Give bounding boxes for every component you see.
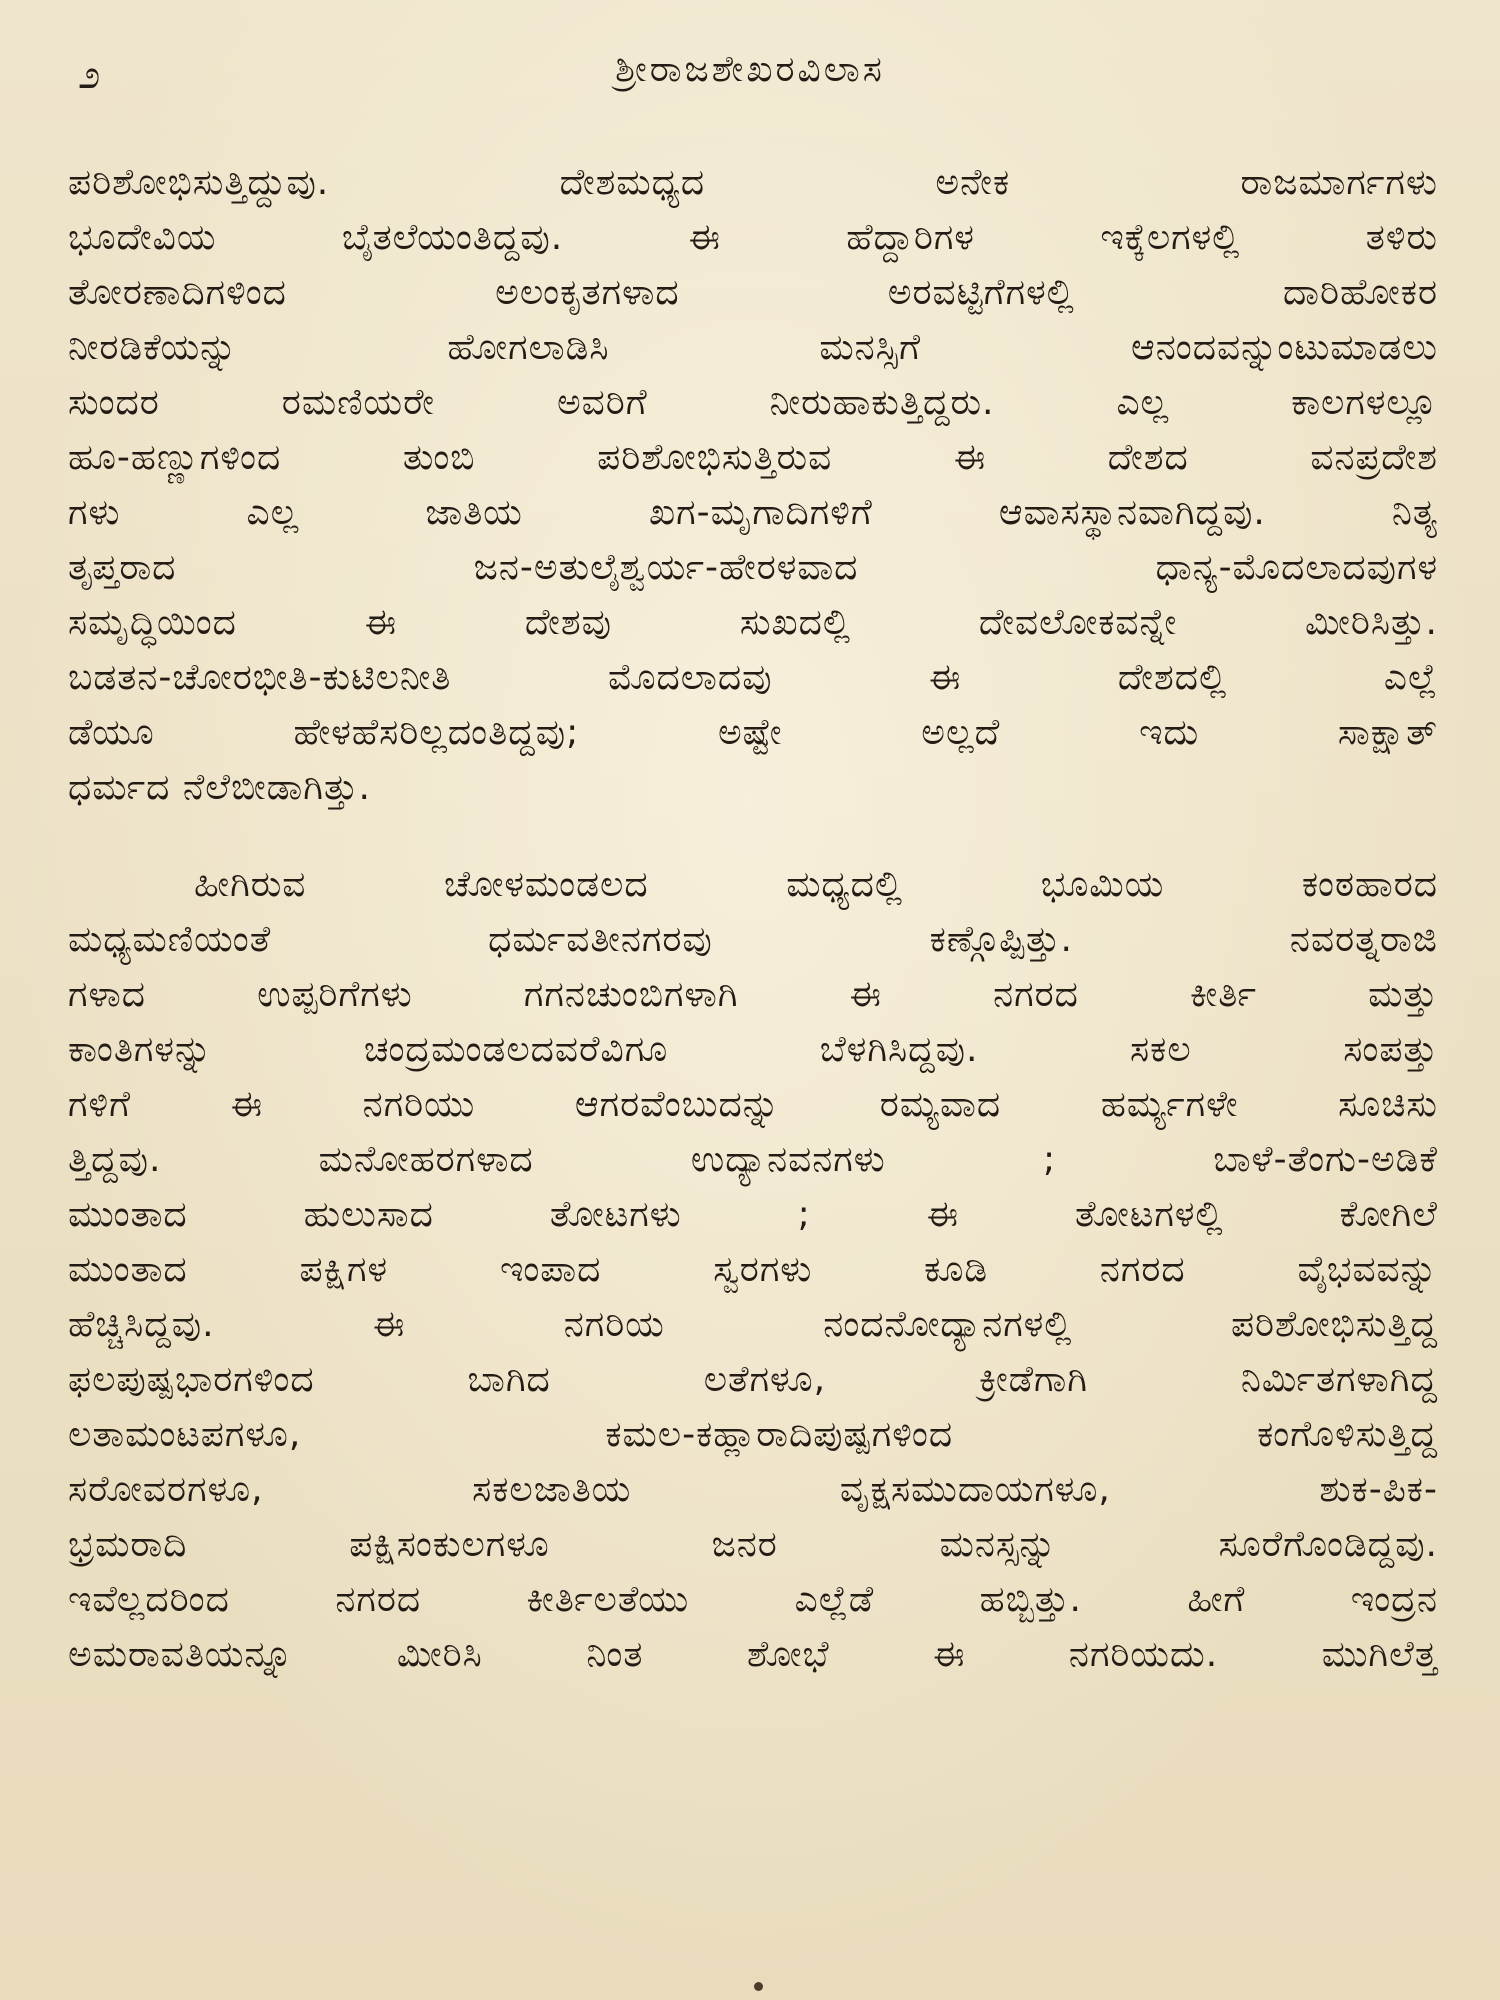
text-line: ಡೆಯೂ ಹೇಳಹೆಸರಿಲ್ಲದಂತಿದ್ದವು; ಅಷ್ಟೇ ಅಲ್ಲದೆ ಇದು ಸಾಕ್ಷಾತ್ bbox=[68, 712, 1438, 753]
text-line: ಧರ್ಮದ ನೆಲೆಬೀಡಾಗಿತ್ತು. bbox=[68, 767, 371, 808]
text-line: ಫಲಪುಷ್ಪಭಾರಗಳಿಂದ ಬಾಗಿದ ಲತೆಗಳೂ, ಕ್ರೀಡೆಗಾಗಿ ನಿರ್ಮಿತಗಳಾಗಿದ್ದ bbox=[68, 1359, 1438, 1400]
text-line: ಲತಾಮಂಟಪಗಳೂ, ಕಮಲ-ಕಹ್ಲಾರಾದಿಪುಷ್ಪಗಳಿಂದ ಕಂಗೊಳಿಸುತ್ತಿದ್ದ bbox=[68, 1414, 1438, 1455]
text-line: ಸುಂದರ ರಮಣಿಯರೇ ಅವರಿಗೆ ನೀರುಹಾಕುತ್ತಿದ್ದರು. ಎಲ್ಲ ಕಾಲಗಳಲ್ಲೂ bbox=[68, 382, 1438, 423]
text-line: ಅಮರಾವತಿಯನ್ನೂ ಮೀರಿಸಿ ನಿಂತ ಶೋಭೆ ಈ ನಗರಿಯದು. ಮುಗಿಲೆತ್ತ bbox=[68, 1634, 1438, 1675]
paragraph-1 bbox=[68, 155, 1438, 815]
text-line: ತ್ತಿದ್ದವು. ಮನೋಹರಗಳಾದ ಉದ್ಯಾನವನಗಳು ; ಬಾಳೆ-ತೆಂಗು-ಅಡಿಕೆ bbox=[68, 1139, 1438, 1180]
paragraph-2 bbox=[68, 857, 1438, 1682]
paragraph-gap bbox=[68, 815, 1438, 857]
text-line: ಗಳು ಎಲ್ಲ ಜಾತಿಯ ಖಗ-ಮೃಗಾದಿಗಳಿಗೆ ಆವಾಸಸ್ಥಾನವಾಗಿದ್ದವು. ನಿತ್ಯ bbox=[68, 492, 1438, 533]
text-line: ಹೂ-ಹಣ್ಣುಗಳಿಂದ ತುಂಬಿ ಪರಿಶೋಭಿಸುತ್ತಿರುವ ಈ ದೇಶದ ವನಪ್ರದೇಶ bbox=[68, 437, 1438, 478]
text-line: ಹೀಗಿರುವ ಚೋಳಮಂಡಲದ ಮಧ್ಯದಲ್ಲಿ ಭೂಮಿಯ ಕಂಠಹಾರದ bbox=[194, 864, 1438, 905]
text-line: ಗಳಾದ ಉಪ್ಪರಿಗೆಗಳು ಗಗನಚುಂಬಿಗಳಾಗಿ ಈ ನಗರದ ಕೀರ್ತಿ ಮತ್ತು bbox=[68, 974, 1438, 1015]
text-line: ಹೆಚ್ಚಿಸಿದ್ದವು. ಈ ನಗರಿಯ ನಂದನೋದ್ಯಾನಗಳಲ್ಲಿ ಪರಿಶೋಭಿಸುತ್ತಿದ್ದ bbox=[68, 1304, 1438, 1345]
page-number: ೨ bbox=[78, 52, 101, 98]
text-line: ಮಧ್ಯಮಣಿಯಂತೆ ಧರ್ಮವತೀನಗರವು ಕಣ್ಗೊಪ್ಪಿತ್ತು. ನವರತ್ನರಾಜಿ bbox=[68, 919, 1438, 960]
text-line: ತೋರಣಾದಿಗಳಿಂದ ಅಲಂಕೃತಗಳಾದ ಅರವಟ್ಟಿಗೆಗಳಲ್ಲಿ ದಾರಿಹೋಕರ bbox=[68, 272, 1438, 313]
text-line: ಭೂದೇವಿಯ ಬೈತಲೆಯಂತಿದ್ದವು. ಈ ಹೆದ್ದಾರಿಗಳ ಇಕ್ಕೆಲಗಳಲ್ಲಿ ತಳಿರು bbox=[68, 217, 1438, 258]
text-line: ಸಮೃದ್ಧಿಯಿಂದ ಈ ದೇಶವು ಸುಖದಲ್ಲಿ ದೇವಲೋಕವನ್ನೇ ಮೀರಿಸಿತ್ತು. bbox=[68, 602, 1438, 643]
text-line: ಭ್ರಮರಾದಿ ಪಕ್ಷಿಸಂಕುಲಗಳೂ ಜನರ ಮನಸ್ಸನ್ನು ಸೂರೆಗೊಂಡಿದ್ದವು. bbox=[68, 1524, 1438, 1565]
text-line: ತೃಪ್ತರಾದ ಜನ-ಅತುಲೈಶ್ವರ್ಯ-ಹೇರಳವಾದ ಧಾನ್ಯ-ಮೊದಲಾದವುಗಳ bbox=[68, 547, 1438, 588]
text-line: ಗಳಿಗೆ ಈ ನಗರಿಯು ಆಗರವೆಂಬುದನ್ನು ರಮ್ಯವಾದ ಹರ್ಮ್ಯಗಳೇ ಸೂಚಿಸು bbox=[68, 1084, 1438, 1125]
text-line: ಪರಿಶೋಭಿಸುತ್ತಿದ್ದುವು. ದೇಶಮಧ್ಯದ ಅನೇಕ ರಾಜಮಾರ್ಗಗಳು bbox=[68, 162, 1438, 203]
body-text bbox=[68, 155, 1438, 1682]
text-line: ಮುಂತಾದ ಹುಲುಸಾದ ತೋಟಗಳು ; ಈ ತೋಟಗಳಲ್ಲಿ ಕೋಗಿಲೆ bbox=[68, 1194, 1438, 1235]
text-line: ಕಾಂತಿಗಳನ್ನು ಚಂದ್ರಮಂಡಲದವರೆವಿಗೂ ಬೆಳಗಿಸಿದ್ದವು. ಸಕಲ ಸಂಪತ್ತು bbox=[68, 1029, 1438, 1070]
text-line: ಸರೋವರಗಳೂ, ಸಕಲಜಾತಿಯ ವೃಕ್ಷಸಮುದಾಯಗಳೂ, ಶುಕ-ಪಿಕ- bbox=[68, 1469, 1438, 1510]
text-line: ಬಡತನ-ಚೋರಭೀತಿ-ಕುಟಿಲನೀತಿ ಮೊದಲಾದವು ಈ ದೇಶದಲ್ಲಿ ಎಲ್ಲೆ bbox=[68, 657, 1438, 698]
text-line: ಮುಂತಾದ ಪಕ್ಷಿಗಳ ಇಂಪಾದ ಸ್ವರಗಳು ಕೂಡಿ ನಗರದ ವೈಭವವನ್ನು bbox=[68, 1249, 1438, 1290]
text-line: ನೀರಡಿಕೆಯನ್ನು ಹೋಗಲಾಡಿಸಿ ಮನಸ್ಸಿಗೆ ಆನಂದವನ್ನುಂಟುಮಾಡಲು bbox=[68, 327, 1438, 368]
running-head-title: ಶ್ರೀರಾಜಶೇಖರವಿಲಾಸ bbox=[615, 49, 885, 90]
bottom-dot-mark bbox=[754, 1982, 763, 1991]
text-line: ಇವೆಲ್ಲದರಿಂದ ನಗರದ ಕೀರ್ತಿಲತೆಯು ಎಲ್ಲೆಡೆ ಹಬ್ಬಿತ್ತು. ಹೀಗೆ ಇಂದ್ರನ bbox=[68, 1579, 1438, 1620]
